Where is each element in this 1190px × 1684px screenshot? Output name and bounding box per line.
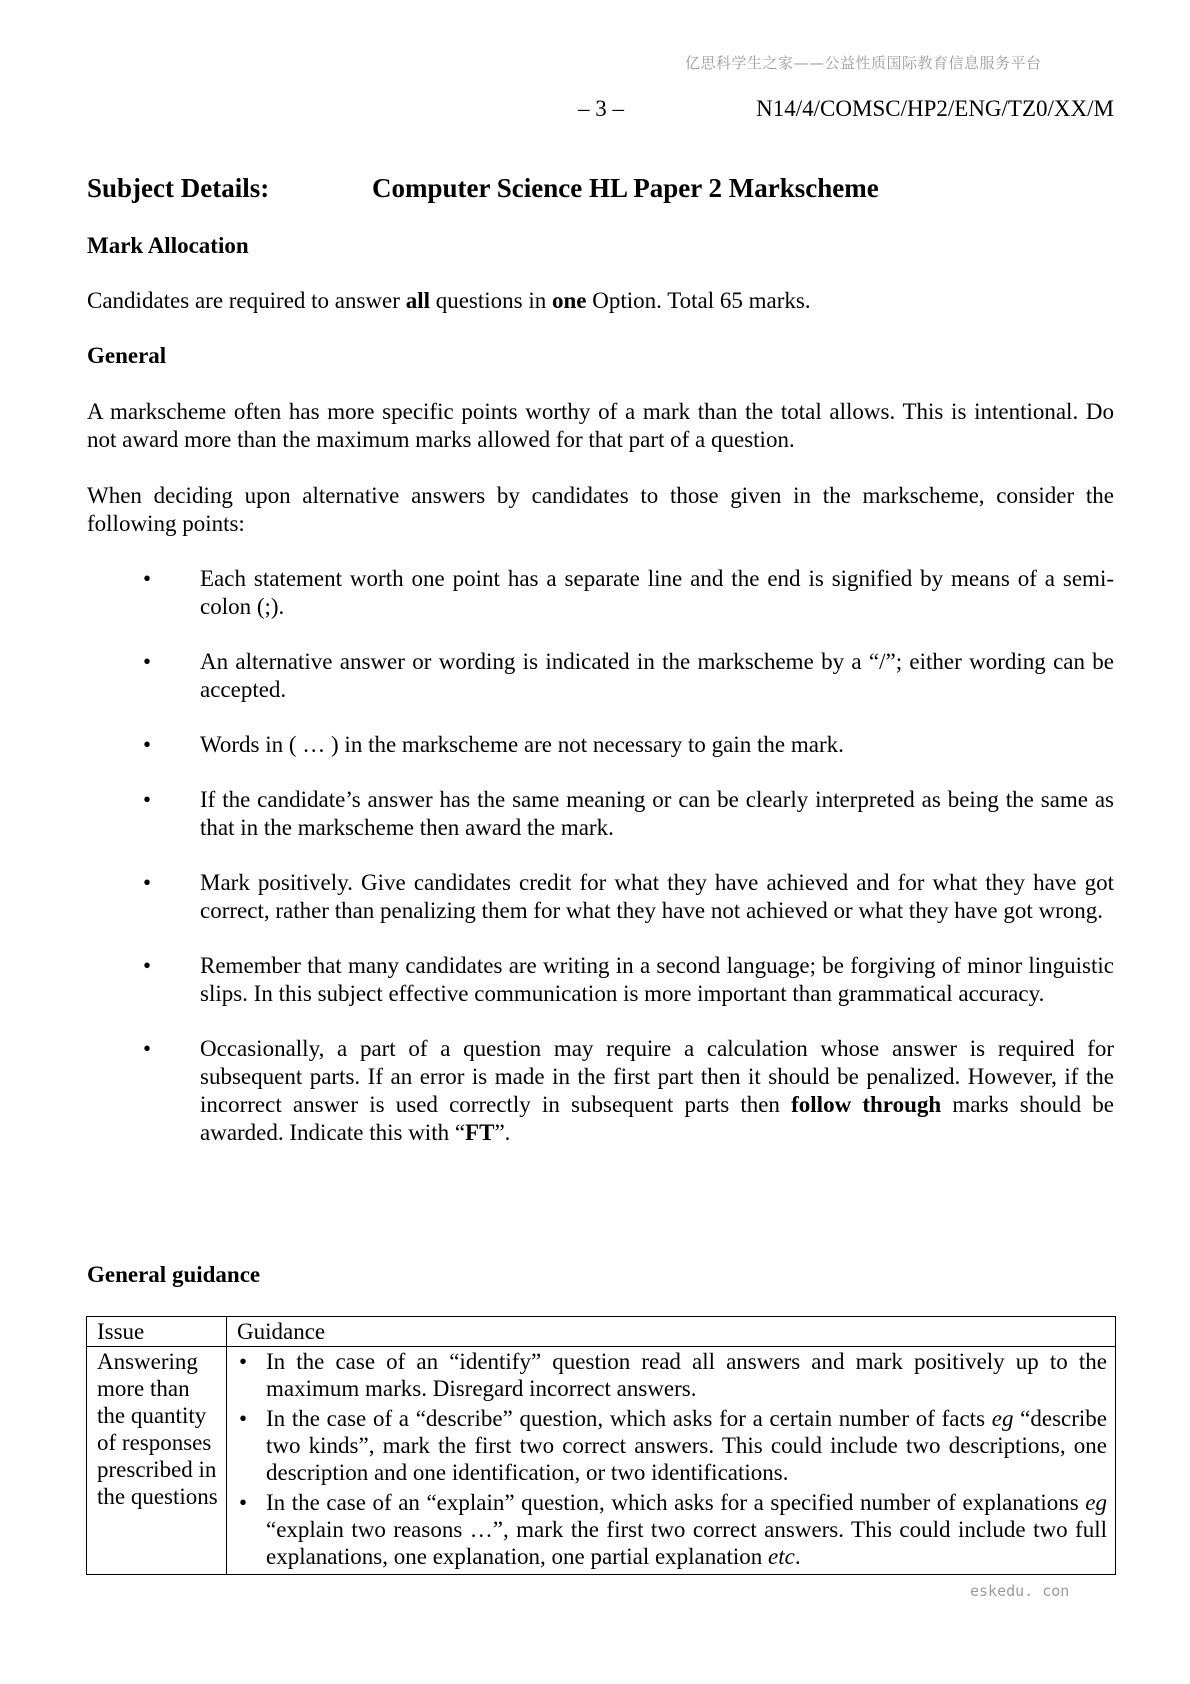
list-item: • Remember that many candidates are writing in a second language; be forgiving of minor linguistic slips. In this subject effective communication is more important than grammatical accuracy.: [143, 953, 1114, 1006]
issue-cell: Answering more than the quantity of responses prescribed in the questions: [87, 1347, 227, 1575]
list-item: • An alternative answer or wording is indicated in the markscheme by a “/”; either wording can be accepted.: [143, 649, 1114, 702]
bullet-icon: •: [143, 953, 152, 978]
page-number: – 3 –: [578, 96, 624, 121]
table-header-row: [87, 1317, 1116, 1347]
guidance-cell: [227, 1347, 1116, 1575]
footer-watermark: eskedu. con: [970, 1582, 1070, 1600]
bullet-icon: •: [143, 732, 152, 757]
list-item: • If the candidate’s answer has the same meaning or can be clearly interpreted as being the same as that in the markscheme then award the mark.: [143, 787, 1114, 840]
document-code: N14/4/COMSC/HP2/ENG/TZ0/XX/M: [756, 96, 1114, 121]
column-header-guidance: Guidance: [227, 1317, 1116, 1347]
subject-label: Subject Details:: [87, 173, 270, 203]
guidance-table: [86, 1316, 1116, 1575]
bullet-icon: •: [143, 649, 152, 674]
bullet-icon: •: [143, 787, 152, 812]
mark-allocation-heading: Mark Allocation: [87, 233, 249, 258]
bullet-icon: •: [239, 1406, 248, 1431]
bullet-icon: •: [143, 870, 152, 895]
subject-details: [87, 173, 879, 204]
subject-title: Computer Science HL Paper 2 Markscheme: [372, 173, 879, 203]
list-item: • Words in ( … ) in the markscheme are not necessary to gain the mark.: [143, 732, 844, 757]
list-item: • In the case of a “describe” question, which asks for a certain number of facts eg “describe two kinds”, mark the first two correct answers. This could include two descriptions, one description and one identification, or two identifications.: [239, 1406, 1107, 1485]
general-paragraph-1: A markscheme often has more specific points worthy of a mark than the total allows. This is intentional. Do not award more than the maximum marks allowed for that part of a question.: [87, 399, 1114, 452]
bullet-icon: •: [239, 1349, 248, 1374]
general-guidance-heading: General guidance: [87, 1262, 261, 1287]
column-header-issue: Issue: [87, 1317, 227, 1347]
list-item: • Mark positively. Give candidates credit for what they have achieved and for what they have got correct, rather than penalizing them for what they have not achieved or what they have got wrong.: [143, 870, 1114, 923]
bullet-icon: •: [143, 566, 152, 591]
mark-allocation-text: Candidates are required to answer all questions in one Option. Total 65 marks.: [87, 288, 811, 313]
marking-points-list: [87, 565, 1114, 1174]
list-item: • Each statement worth one point has a separate line and the end is signified by means of a semi-colon (;).: [143, 566, 1114, 619]
list-item: • In the case of an “explain” question, which asks for a specified number of explanations eg “explain two reasons …”, mark the first two correct answers. This could include two full explanations, one explanation, one partial explanation etc.: [239, 1490, 1107, 1569]
list-item: • In the case of an “identify” question read all answers and mark positively up to the maximum marks. Disregard incorrect answers.: [239, 1349, 1107, 1401]
bullet-icon: •: [239, 1490, 248, 1515]
watermark-text: 亿思科学生之家——公益性质国际教育信息服务平台: [685, 54, 1042, 72]
bullet-icon: •: [143, 1036, 152, 1061]
list-item: • Occasionally, a part of a question may require a calculation whose answer is required for subsequent parts. If an error is made in the first part then it should be penalized. However, if the incorrect answer is used correctly in subsequent parts then follow through marks should be awarded. Indicate this with “FT”.: [143, 1036, 1114, 1145]
general-paragraph-2: When deciding upon alternative answers by candidates to those given in the markscheme, consider the following points:: [87, 483, 1114, 536]
general-heading: General: [87, 343, 167, 368]
table-row: [87, 1347, 1116, 1575]
